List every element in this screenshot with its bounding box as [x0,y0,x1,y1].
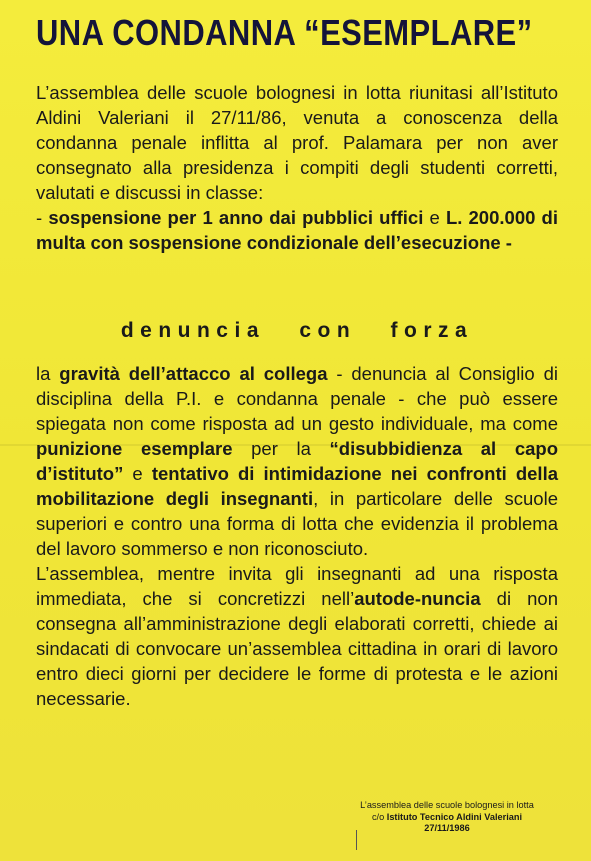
signature-institute: Istituto Tecnico Aldini Valeriani [386,811,523,822]
paragraph-assembly [36,561,558,711]
bold-self-report: autode-nuncia [354,588,481,609]
intro-and: e [423,207,446,228]
penalty-fine: L. 200.000 di multa con sospensione condizionale dell’esecuzione - [36,207,558,253]
main-paragraphs [36,361,558,711]
text-span: L’assemblea, mentre invita gli insegnanti ad una risposta immediata, che si concretizzi nell’ [36,563,558,609]
intro-paragraph [36,80,558,255]
text-span: di non consegna all’amministrazione degli elaborati corretti, chiede ai sindacati di convocare un’assemblea cittadina in orari di lavoro entro dieci giorni per decidere le forme di protesta e le azioni necessarie. [36,588,558,709]
text-span: la [36,363,60,384]
text-span: per la [232,438,330,459]
intro-dash: - [36,207,49,228]
signature-block [330,800,564,835]
signature-line-1: L’assemblea delle scuole bolognesi in lotta [360,800,534,810]
poster-title: UNA CONDANNA “ESEMPLARE” [36,12,533,53]
pen-mark [356,830,357,850]
text-span: - denuncia al Consiglio di disciplina della P.I. e condanna penale - che può essere spiegata non come risposta ad un gesto individuale, ma come [36,363,558,434]
bold-punishment: punizione esemplare [36,438,233,459]
bold-disobedience: “disubbidienza al capo d’istituto” [36,438,559,484]
text-span: e [123,463,152,484]
intro-text: L’assemblea delle scuole bolognesi in lotta riunitasi all’Istituto Aldini Valeriani il 27/11/86, venuta a conoscenza della condanna penale inflitta al prof. Palamara per non aver consegnato alla presidenza i compiti degli studenti corretti, valutati e discussi in classe: [36,82,558,203]
penalty-suspension: sospensione per 1 anno dai pubblici uffici [48,207,424,228]
signature-prefix: c/o [371,811,387,822]
bold-intimidation: tentativo di intimidazione nei confronti della mobilitazione degli insegnanti [36,463,559,509]
signature-date: 27/11/1986 [424,823,470,833]
paragraph-gravity [36,361,558,561]
text-span: , in particolare delle scuole superiori e contro una forma di lotta che evidenzia il problema del lavoro sommerso e non riconosciuto. [36,488,558,559]
signature-line-2 [330,812,564,824]
denuncia-heading: denuncia con forza [120,319,474,342]
bold-gravity: gravità dell’attacco al collega [59,363,328,384]
